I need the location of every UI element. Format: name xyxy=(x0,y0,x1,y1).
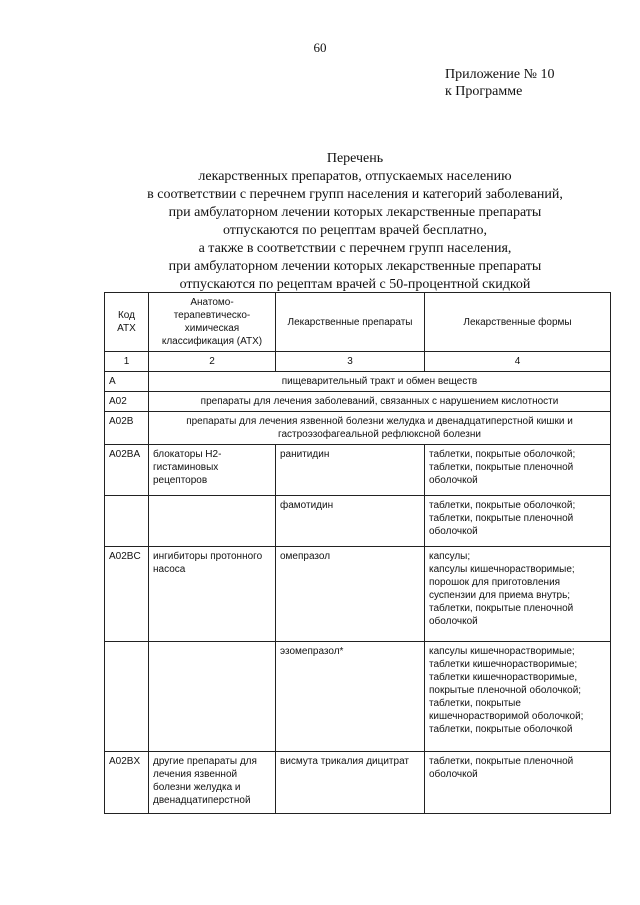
group-code: A02B xyxy=(105,412,149,445)
column-number: 2 xyxy=(149,352,276,372)
atx-code: A02BX xyxy=(105,752,149,814)
atx-code: A02BC xyxy=(105,547,149,642)
heading-line: Перечень xyxy=(326,151,384,166)
atx-classification: другие препараты для лечения язвенной болезни желудка и двенадцатиперстной xyxy=(149,752,276,814)
column-number: 4 xyxy=(425,352,611,372)
atx-classification: блокаторы Н2-гистаминовых рецепторов xyxy=(149,445,276,496)
group-description: пищеварительный тракт и обмен веществ xyxy=(149,372,611,392)
table-row xyxy=(105,642,611,752)
heading-line: в соответствии с перечнем групп населения и категорий заболеваний, xyxy=(147,187,563,202)
dosage-forms xyxy=(425,496,611,547)
table-row xyxy=(105,496,611,547)
dosage-form: таблетки, покрытые оболочкой; xyxy=(429,449,576,460)
group-code: А xyxy=(105,372,149,392)
drug-name: эзомепразол* xyxy=(276,642,425,752)
heading-line: при амбулаторном лечении которых лекарственные препараты xyxy=(168,259,542,274)
group-row xyxy=(105,412,611,445)
dosage-form: таблетки, покрытые пленочной оболочкой xyxy=(429,513,574,537)
dosage-forms xyxy=(425,445,611,496)
atx-code xyxy=(105,642,149,752)
dosage-form: капсулы; xyxy=(429,551,471,562)
table-row xyxy=(105,752,611,814)
header-code: Код АТХ xyxy=(105,293,149,352)
dosage-form: таблетки кишечнорастворимые, покрытые пленочной оболочкой; xyxy=(429,672,582,696)
column-number: 3 xyxy=(276,352,425,372)
heading-line: лекарственных препаратов, отпускаемых населению xyxy=(198,169,512,184)
dosage-forms xyxy=(425,642,611,752)
dosage-form: таблетки кишечнорастворимые; xyxy=(429,659,578,670)
dosage-form: капсулы кишечнорастворимые; xyxy=(429,646,575,657)
dosage-form: порошок для приготовления суспензии для приема внутрь; xyxy=(429,577,571,601)
drug-name: висмута трикалия дицитрат xyxy=(276,752,425,814)
atx-code: A02BA xyxy=(105,445,149,496)
dosage-forms xyxy=(425,752,611,814)
atx-classification: ингибиторы протонного насоса xyxy=(149,547,276,642)
atx-code xyxy=(105,496,149,547)
table-header-row xyxy=(105,293,611,352)
group-description: препараты для лечения язвенной болезни желудка и двенадцатиперстной кишки и гастроэзофагеальной рефлюксной болезни xyxy=(149,412,611,445)
dosage-form: таблетки, покрытые пленочной оболочкой xyxy=(429,603,574,627)
heading-line: отпускаются по рецептам врачей бесплатно, xyxy=(222,223,488,238)
header-forms: Лекарственные формы xyxy=(425,293,611,352)
dosage-forms xyxy=(425,547,611,642)
group-row xyxy=(105,372,611,392)
table-row xyxy=(105,547,611,642)
column-number: 1 xyxy=(105,352,149,372)
column-number-row xyxy=(105,352,611,372)
atx-classification xyxy=(149,642,276,752)
dosage-form: таблетки, покрытые оболочкой; xyxy=(429,500,576,511)
heading-line: отпускаются по рецептам врачей с 50-процентной скидкой xyxy=(179,277,531,292)
drug-table xyxy=(104,292,611,814)
drug-name: фамотидин xyxy=(276,496,425,547)
dosage-form: таблетки, покрытые пленочной оболочкой xyxy=(429,462,574,486)
dosage-form: таблетки, покрытые пленочной оболочкой xyxy=(429,756,574,780)
table-row xyxy=(105,445,611,496)
heading-line: при амбулаторном лечении которых лекарственные препараты xyxy=(168,205,542,220)
heading-line: а также в соответствии с перечнем групп населения, xyxy=(198,241,512,256)
appendix-number: Приложение № 10 xyxy=(445,67,555,82)
dosage-form: капсулы кишечнорастворимые; xyxy=(429,564,575,575)
atx-classification xyxy=(149,496,276,547)
list-heading xyxy=(100,150,610,294)
group-row xyxy=(105,392,611,412)
appendix-reference xyxy=(445,66,555,100)
page-number: 60 xyxy=(313,40,327,55)
appendix-program: к Программе xyxy=(445,84,523,99)
header-drugs: Лекарственные препараты xyxy=(276,293,425,352)
dosage-form: таблетки, покрытые оболочкой xyxy=(429,724,573,735)
header-classification: Анатомо-терапевтическо-химическая классификация (АТХ) xyxy=(149,293,276,352)
drug-name: ранитидин xyxy=(276,445,425,496)
group-code: A02 xyxy=(105,392,149,412)
dosage-form: таблетки, покрытые кишечнорастворимой оболочкой; xyxy=(429,698,584,722)
drug-name: омепразол xyxy=(276,547,425,642)
group-description: препараты для лечения заболеваний, связанных с нарушением кислотности xyxy=(149,392,611,412)
